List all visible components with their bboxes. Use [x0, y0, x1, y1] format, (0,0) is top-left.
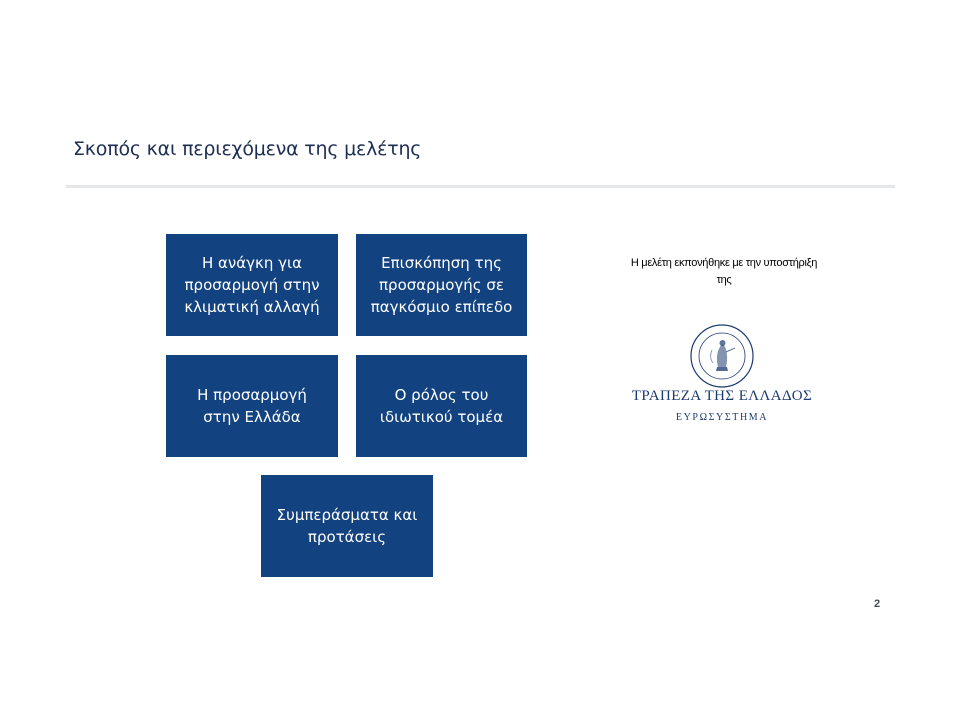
topic-text-line: Η προσαρμογή	[197, 386, 307, 404]
support-statement	[600, 255, 848, 289]
page-number: 2	[874, 598, 881, 610]
topic-box-adaptation-greece	[166, 355, 338, 457]
bank-seal-icon	[689, 323, 755, 389]
topic-text-line: προσαρμογής σε	[379, 276, 504, 294]
topic-text-line: ιδιωτικού τομέα	[379, 408, 504, 426]
topic-text-line: κλιματική αλλαγή	[184, 298, 320, 316]
topic-box-conclusions	[261, 475, 433, 577]
support-line: της	[716, 274, 732, 286]
topic-text-line: Η ανάγκη για	[201, 254, 303, 272]
topic-text-line: Επισκόπηση της	[381, 254, 502, 272]
topic-box-private-sector-role	[356, 355, 527, 457]
topic-text-line: στην Ελλάδα	[203, 408, 301, 426]
topic-text-line: προτάσεις	[307, 528, 387, 546]
topic-text-line: Συμπεράσματα και	[276, 506, 418, 524]
topic-text-line: παγκόσμιο επίπεδο	[370, 298, 513, 316]
bank-logo-name: ΤΡΑΠΕΖΑ ΤΗΣ ΕΛΛΑΔΟΣ	[631, 388, 813, 404]
topic-box-global-overview	[356, 234, 527, 336]
topic-text-line: προσαρμογή στην	[184, 276, 320, 294]
topic-box-climate-adaptation-need	[166, 234, 338, 336]
slide-title: Σκοπός και περιεχόμενα της μελέτης	[73, 138, 422, 160]
title-divider	[66, 185, 895, 188]
support-line: Η μελέτη εκπονήθηκε με την υποστήριξη	[630, 257, 818, 269]
topic-text-line: Ο ρόλος του	[394, 386, 489, 404]
bank-logo-subtitle: ΕΥΡΩΣΥΣΤΗΜΑ	[675, 412, 769, 423]
